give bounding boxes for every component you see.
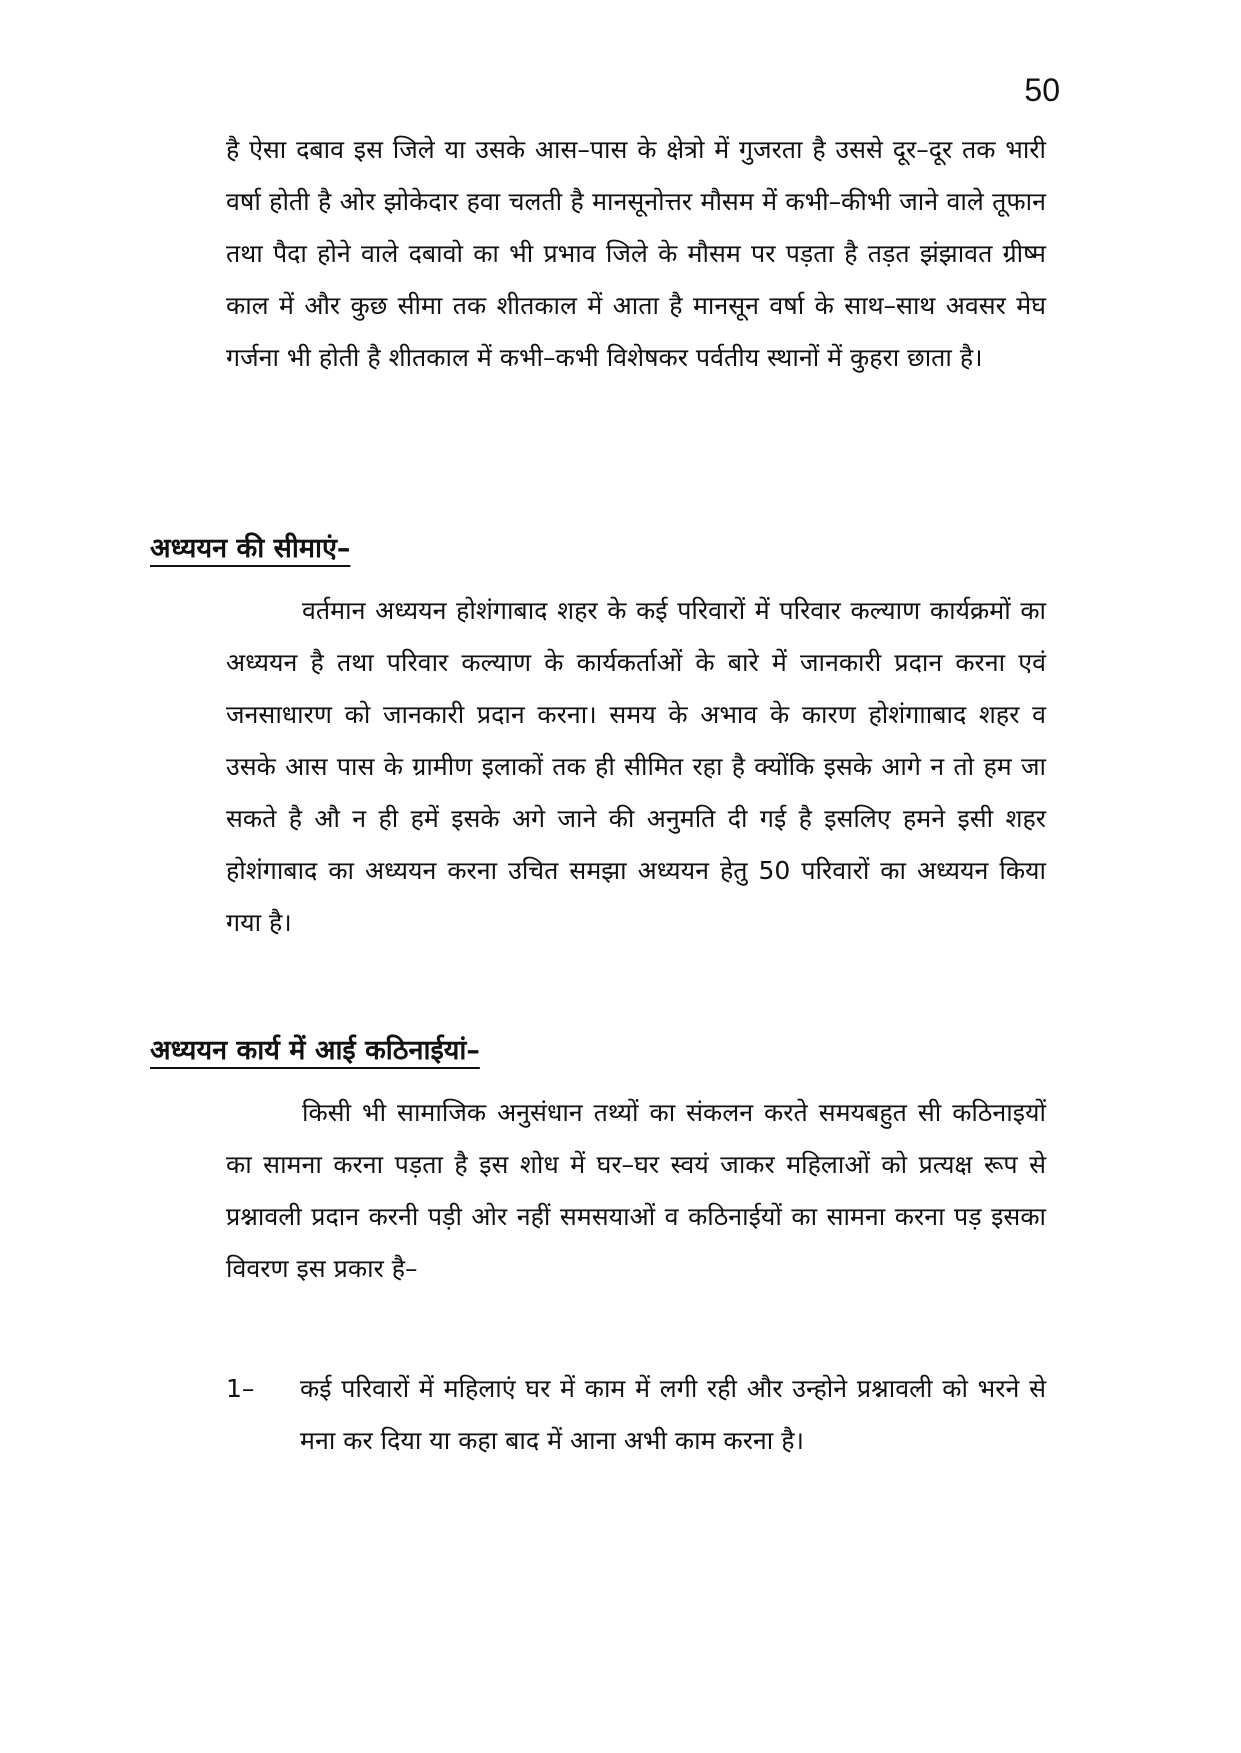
section-heading-limits: अध्ययन की सीमाएं–	[150, 533, 351, 564]
limits-paragraph: वर्तमान अध्ययन होशंगाबाद शहर के कई परिवारों में परिवार कल्याण कार्यक्रमों का अध्ययन है तथा परिवार कल्याण के कार्यकर्ताओं के बारे में जानकारी प्रदान करना एवं जनसाधारण को जानकारी प्रदान करना। समय के अभाव के कारण होशंगााबाद शहर व उसके आस पास के ग्रामीण इलाकों तक ही सीमित रहा है क्योंकि इसके आगे न तो हम जा सकते है औ न ही हमें इसके अगे जाने की अनुमति दी गई है इसलिए हमने इसी शहर होशंगाबाद का अध्ययन करना उचित समझा अध्ययन हेतु 50 परिवारों का अध्ययन किया गया है।	[226, 596, 1046, 937]
limits-paragraph-block	[226, 585, 1046, 949]
list-item-number: 1–	[226, 1374, 255, 1403]
difficulties-paragraph-block	[226, 1087, 1046, 1295]
list-item-text: कई परिवारों में महिलाएं घर में काम में लगी रही और उन्होने प्रश्नावली को भरने से मना कर दिया या कहा बाद में आना अभी काम करना है।	[300, 1374, 1046, 1455]
section-heading-difficulties: अध्ययन कार्य में आई कठिनाईयां–	[150, 1035, 480, 1066]
list-item	[226, 1363, 1046, 1467]
intro-paragraph: है ऐसा दबाव इस जिले या उसके आस–पास के क्षेत्रो में गुजरता है उससे दूर–दूर तक भारी वर्षा होती है ओर झोकेदार हवा चलती है मानसूनोत्तर मौसम में कभी–कीभी जाने वाले तूफान तथा पैदा होने वाले दबावो का भी प्रभाव जिले के मौसम पर पड़ता है तड़त झंझावत ग्रीष्म काल में और कुछ सीमा तक शीतकाल में आता है मानसून वर्षा के साथ–साथ अवसर मेघ गर्जना भी होती है शीतकाल में कभी–कभी विशेषकर पर्वतीय स्थानों में कुहरा छाता है।	[226, 135, 1046, 372]
page-number: 50	[1024, 72, 1060, 108]
intro-paragraph-block	[226, 124, 1046, 384]
difficulties-paragraph: किसी भी सामाजिक अनुसंधान तथ्यों का संकलन करते समयबहुत सी कठिनाइयों का सामना करना पड़ता है इस शोध में घर–घर स्वयं जाकर महिलाओं को प्रत्यक्ष रूप से प्रश्नावली प्रदान करनी पड़ी ओर नहीं समसयाओं व कठिनाईयों का सामना करना पड़ इसका विवरण इस प्रकार है–	[226, 1098, 1046, 1283]
